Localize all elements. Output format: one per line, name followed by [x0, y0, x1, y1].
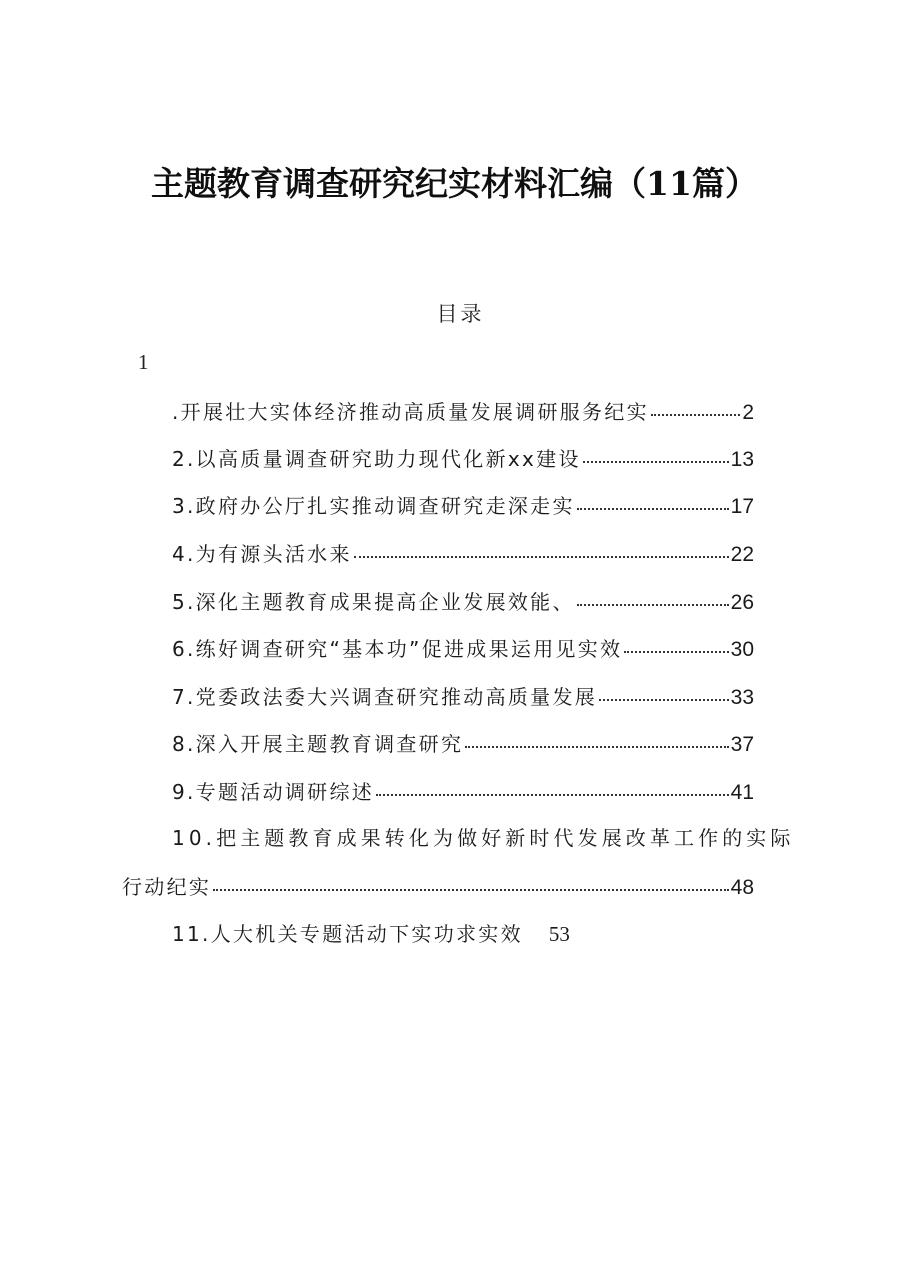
- toc-entry-title: 9.专题活动调研综述: [172, 780, 375, 804]
- toc-entry-10-first-line[interactable]: 10.把主题教育成果转化为做好新时代发展改革工作的实际: [172, 826, 795, 850]
- toc-entry-title: 11.人大机关专题活动下实功求实效: [172, 922, 523, 946]
- toc-entry-title: 6.练好调查研究“基本功”促进成果运用见实效: [172, 637, 623, 661]
- toc-entry-page: 13: [730, 448, 754, 471]
- dot-leader: [376, 794, 729, 796]
- toc-entry-title: 2.以高质量调查研究助力现代化新xx建设: [172, 447, 581, 471]
- toc-entry-page: 33: [730, 686, 754, 709]
- toc-entry-title: 8.深入开展主题教育调查研究: [172, 732, 464, 756]
- toc-entry-page: 30: [730, 638, 754, 661]
- toc-entry-10-second-line[interactable]: [122, 871, 754, 901]
- toc-entry-title: 7.党委政法委大兴调查研究推动高质量发展: [172, 685, 598, 709]
- toc-entry-title: 4.为有源头活水来: [172, 542, 352, 566]
- toc-entry-7[interactable]: [172, 681, 754, 711]
- dot-leader: [651, 414, 740, 416]
- toc-heading: 目录: [436, 302, 485, 326]
- document-title: 主题教育调查研究纪实材料汇编（11篇）: [151, 164, 758, 203]
- dot-leader: [465, 746, 728, 748]
- dot-leader: [213, 889, 728, 891]
- dot-leader: [577, 604, 729, 606]
- toc-entry-page: 53: [548, 922, 570, 946]
- toc-entry-page: 2: [742, 401, 754, 424]
- toc-entry-page: 41: [730, 781, 754, 804]
- dot-leader: [577, 508, 729, 510]
- toc-entry-8[interactable]: [172, 728, 754, 758]
- toc-entry-page: 48: [730, 876, 754, 899]
- toc-entry-page: 37: [730, 733, 754, 756]
- toc-entry-title: 行动纪实: [122, 875, 212, 899]
- dot-leader: [599, 699, 729, 701]
- toc-entry-page: 26: [730, 591, 754, 614]
- dot-leader: [583, 461, 729, 463]
- toc-entry-page: 17: [730, 495, 754, 518]
- toc-entry-9[interactable]: [172, 776, 754, 806]
- toc-entry-5[interactable]: [172, 586, 754, 616]
- toc-entry-page: 22: [730, 543, 754, 566]
- toc-entry-4[interactable]: [172, 538, 754, 568]
- toc-entry-title: 3.政府办公厅扎实推动调查研究走深走实: [172, 494, 575, 518]
- toc-entry-6[interactable]: [172, 633, 754, 663]
- toc-entry-title: .开展壮大实体经济推动高质量发展调研服务纪实: [172, 400, 649, 424]
- toc-entry-2[interactable]: [172, 443, 754, 473]
- stray-page-number: 1: [138, 350, 149, 374]
- toc-entry-11[interactable]: [172, 918, 570, 947]
- toc-entry-title: 5.深化主题教育成果提高企业发展效能、: [172, 590, 575, 614]
- toc-entry-3[interactable]: [172, 490, 754, 520]
- dot-leader: [354, 556, 729, 558]
- dot-leader: [624, 651, 728, 653]
- toc-entry-1[interactable]: [172, 396, 754, 426]
